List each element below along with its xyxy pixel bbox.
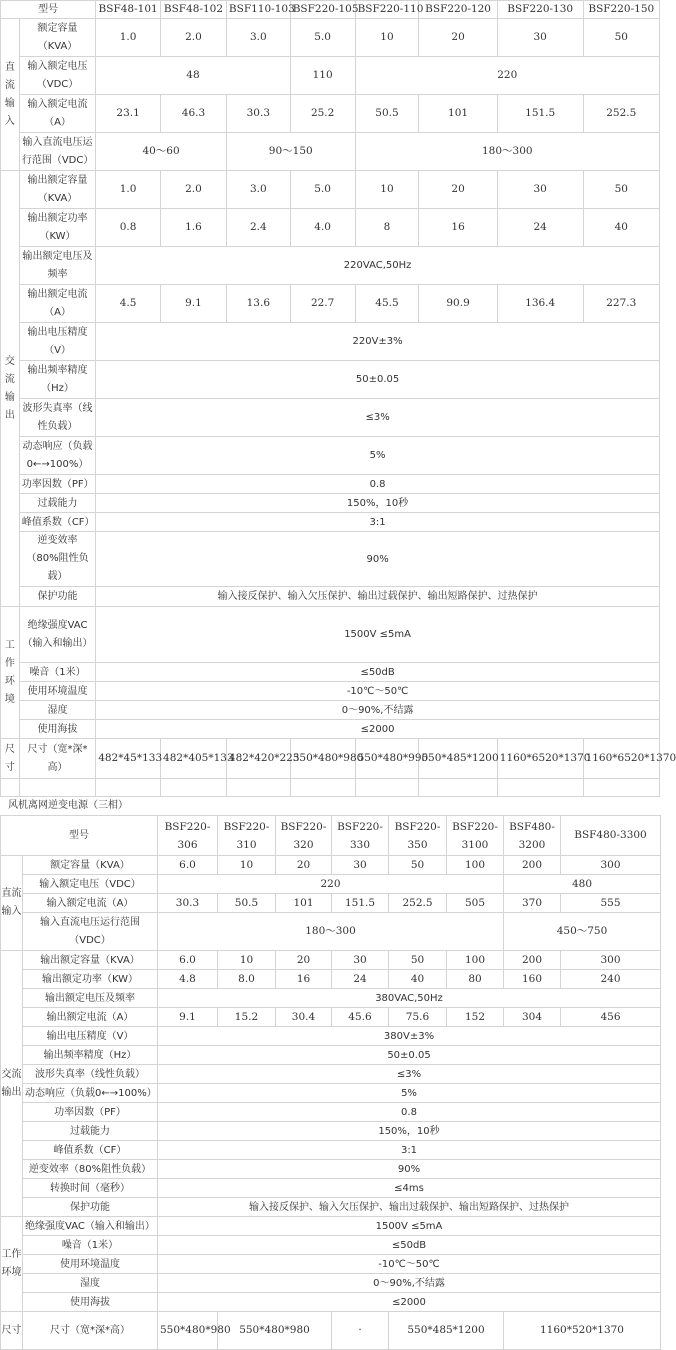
cell: 2.0	[161, 19, 227, 57]
cell: 1500V ≤5mA	[158, 1217, 661, 1236]
cell: 5.0	[290, 171, 355, 209]
cell: 50	[389, 951, 447, 970]
cell: 0.8	[96, 209, 161, 247]
row-rated-input-voltage	[1, 875, 661, 894]
row-cf	[1, 513, 660, 532]
label-input-dc-range: 输入直流电压运行范围（VDC）	[23, 913, 158, 951]
model-5: BSF220-110	[355, 1, 419, 19]
spacer-cell	[226, 779, 290, 797]
cell: 3.0	[226, 171, 290, 209]
row-pf	[1, 1103, 661, 1122]
cell: 152	[447, 1008, 504, 1027]
cell: 2.4	[226, 209, 290, 247]
model-1: BSF220-306	[158, 816, 218, 856]
model-7: BSF480-3200	[504, 816, 561, 856]
model-6: BSF220-3100	[447, 816, 504, 856]
cell: 100	[447, 951, 504, 970]
label-rated-capacity: 额定容量（KVA）	[19, 19, 95, 57]
spec-table-three-phase	[0, 815, 661, 1350]
model-4: BSF220-105	[290, 1, 355, 19]
cell: 输入接反保护、输入欠压保护、输出过载保护、输出短路保护、过热保护	[96, 587, 660, 607]
cell: 50	[583, 19, 659, 57]
group-environment: 工作环境	[1, 1217, 23, 1312]
row-cf	[1, 1141, 661, 1160]
cell: 30	[332, 951, 389, 970]
cell: 180～300	[355, 133, 659, 171]
cell: 505	[447, 894, 504, 913]
spacer-cell	[1, 779, 20, 797]
cell: 9.1	[161, 285, 227, 323]
spacer-cell	[161, 779, 227, 797]
row-output-capacity	[1, 951, 661, 970]
group-size: 尺寸	[1, 739, 20, 779]
model-8: BSF220-150	[583, 1, 659, 19]
cell: 50±0.05	[158, 1046, 661, 1065]
row-size	[1, 1312, 661, 1350]
cell: 75.6	[389, 1008, 447, 1027]
row-noise	[1, 1236, 661, 1255]
cell: 8.0	[218, 970, 276, 989]
spacer-cell	[497, 779, 583, 797]
cell: 40	[389, 970, 447, 989]
cell: 40～60	[96, 133, 227, 171]
group-dc-input: 直流输入	[1, 856, 23, 951]
row-overload	[1, 494, 660, 513]
label-protection: 保护功能	[19, 587, 95, 607]
cell: 25.2	[290, 95, 355, 133]
row-rated-capacity	[1, 19, 660, 57]
group-ac-output: 交流输出	[1, 171, 20, 607]
cell: ≤50dB	[96, 663, 660, 682]
cell: 5%	[158, 1084, 661, 1103]
section-caption: 风机离网逆变电源（三相）	[8, 800, 128, 811]
cell: 3:1	[158, 1141, 661, 1160]
cell: 300	[561, 951, 661, 970]
label-rated-input-voltage: 输入额定电压（VDC）	[19, 57, 95, 95]
cell: 1500V ≤5mA	[96, 607, 660, 663]
label-insulation: 绝缘强度VAC（输入和输出）	[19, 607, 95, 663]
row-output-capacity	[1, 171, 660, 209]
header-row	[1, 816, 661, 856]
cell: 40	[583, 209, 659, 247]
model-8: BSF480-3300	[561, 816, 661, 856]
cell: 1.6	[161, 209, 227, 247]
cell: 50.5	[355, 95, 419, 133]
cell: 5.0	[290, 19, 355, 57]
cell: 0.8	[96, 475, 660, 494]
cell: ≤4ms	[158, 1179, 661, 1198]
label-noise: 噪音（1米）	[19, 663, 95, 682]
label-voltage-accuracy: 输出电压精度（V）	[19, 323, 95, 361]
label-voltage-accuracy: 输出电压精度（V）	[23, 1027, 158, 1046]
row-thd	[1, 1065, 661, 1084]
cell: 151.5	[332, 894, 389, 913]
cell: 370	[504, 894, 561, 913]
row-rated-input-current	[1, 95, 660, 133]
cell: 150%，10秒	[158, 1122, 661, 1141]
cell: 550*480*990	[355, 739, 419, 779]
model-6: BSF220-120	[419, 1, 497, 19]
cell: 50	[583, 171, 659, 209]
row-output-current	[1, 1008, 661, 1027]
row-input-dc-range	[1, 913, 661, 951]
model-2: BSF220-310	[218, 816, 276, 856]
cell: 200	[504, 856, 561, 875]
cell: 555	[561, 894, 661, 913]
cell: ≤2000	[96, 720, 660, 739]
label-overload: 过载能力	[19, 494, 95, 513]
spacer-cell	[583, 779, 659, 797]
cell: -10℃～50℃	[96, 682, 660, 701]
cell: 1.0	[96, 171, 161, 209]
cell: 30.3	[226, 95, 290, 133]
label-output-voltage-freq: 输出额定电压及频率	[23, 989, 158, 1008]
cell: 4.0	[290, 209, 355, 247]
cell: ≤50dB	[158, 1236, 661, 1255]
model-5: BSF220-350	[389, 816, 447, 856]
cell: 550*485*1200	[419, 739, 497, 779]
label-size: 尺寸（宽*深*高）	[23, 1312, 158, 1350]
row-rated-input-voltage	[1, 57, 660, 95]
row-noise	[1, 663, 660, 682]
spacer-cell	[290, 779, 355, 797]
cell: 550*480*980	[290, 739, 355, 779]
group-size: 尺寸	[1, 1312, 23, 1350]
cell: 50	[389, 856, 447, 875]
cell: 20	[419, 171, 497, 209]
row-insulation	[1, 1217, 661, 1236]
cell: 220	[355, 57, 659, 95]
label-output-current: 输出额定电流（A）	[19, 285, 95, 323]
row-humidity	[1, 1274, 661, 1293]
cell: 220	[158, 875, 504, 894]
label-cf: 峰值系数（CF）	[23, 1141, 158, 1160]
cell: 46.3	[161, 95, 227, 133]
cell: 20	[276, 856, 332, 875]
cell: ≤3%	[96, 399, 660, 437]
label-switch-time: 转换时间（毫秒）	[23, 1179, 158, 1198]
cell: 30.3	[158, 894, 218, 913]
row-pf	[1, 475, 660, 494]
cell: 30	[497, 19, 583, 57]
cell: 90～150	[226, 133, 355, 171]
model-3: BSF220-320	[276, 816, 332, 856]
cell: 30	[332, 856, 389, 875]
cell: 0～90%,不结露	[96, 701, 660, 720]
cell: 482*45*133	[96, 739, 161, 779]
cell: 8	[355, 209, 419, 247]
label-output-power: 输出额定功率（KW）	[19, 209, 95, 247]
label-cf: 峰值系数（CF）	[19, 513, 95, 532]
model-header: 型号	[1, 816, 158, 856]
cell: 6.0	[158, 951, 218, 970]
label-freq-accuracy: 输出频率精度（Hz）	[23, 1046, 158, 1065]
cell: 200	[504, 951, 561, 970]
row-protection	[1, 1198, 661, 1217]
cell: 0～90%,不结露	[158, 1274, 661, 1293]
cell: 550*480*980	[158, 1312, 218, 1350]
cell: 456	[561, 1008, 661, 1027]
cell: 100	[447, 856, 504, 875]
label-efficiency: 逆变效率（80%阻性负载）	[23, 1160, 158, 1179]
cell: 16	[419, 209, 497, 247]
label-noise: 噪音（1米）	[23, 1236, 158, 1255]
row-freq-accuracy	[1, 1046, 661, 1065]
spacer-row	[1, 779, 660, 797]
cell: 380VAC,50Hz	[158, 989, 661, 1008]
label-output-power: 输出额定功率（KW）	[23, 970, 158, 989]
cell: 80	[447, 970, 504, 989]
cell: ≤2000	[158, 1293, 661, 1312]
label-protection: 保护功能	[23, 1198, 158, 1217]
cell: 1160*6520*1370	[497, 739, 583, 779]
label-humidity: 湿度	[23, 1274, 158, 1293]
row-output-voltage-freq	[1, 247, 660, 285]
cell: 252.5	[583, 95, 659, 133]
row-voltage-accuracy	[1, 1027, 661, 1046]
label-dynamic: 动态响应（负载0←→100%）	[23, 1084, 158, 1103]
model-1: BSF48-101	[96, 1, 161, 19]
cell: 6.0	[158, 856, 218, 875]
cell: 101	[276, 894, 332, 913]
row-dynamic	[1, 1084, 661, 1103]
row-output-voltage-freq	[1, 989, 661, 1008]
model-header: 型号	[1, 1, 96, 19]
label-insulation: 绝缘强度VAC（输入和输出）	[23, 1217, 158, 1236]
label-altitude: 使用海拔	[19, 720, 95, 739]
cell: 160	[504, 970, 561, 989]
cell: 300	[561, 856, 661, 875]
spacer-cell	[355, 779, 419, 797]
cell: 2.0	[161, 171, 227, 209]
cell: 16	[276, 970, 332, 989]
row-size	[1, 739, 660, 779]
cell: 151.5	[497, 95, 583, 133]
model-2: BSF48-102	[161, 1, 227, 19]
label-altitude: 使用海拔	[23, 1293, 158, 1312]
cell: 24	[332, 970, 389, 989]
cell: 101	[419, 95, 497, 133]
model-4: BSF220-330	[332, 816, 389, 856]
row-thd	[1, 399, 660, 437]
label-thd: 波形失真率（线性负载）	[23, 1065, 158, 1084]
cell: 482*420*223	[226, 739, 290, 779]
cell: 450～750	[504, 913, 661, 951]
cell: -10℃～50℃	[158, 1255, 661, 1274]
cell: 23.1	[96, 95, 161, 133]
label-pf: 功率因数（PF）	[19, 475, 95, 494]
label-output-capacity: 输出额定容量（KVA）	[23, 951, 158, 970]
group-environment: 工作环境	[1, 607, 20, 739]
cell: 4.5	[96, 285, 161, 323]
group-dc-input: 直流输入	[1, 19, 20, 171]
row-temp	[1, 682, 660, 701]
cell: 4.8	[158, 970, 218, 989]
cell: 22.7	[290, 285, 355, 323]
row-switch-time	[1, 1179, 661, 1198]
cell: 10	[218, 856, 276, 875]
cell: 480	[504, 875, 661, 894]
spacer-cell	[19, 779, 95, 797]
label-temp: 使用环境温度	[23, 1255, 158, 1274]
cell: 30	[497, 171, 583, 209]
row-overload	[1, 1122, 661, 1141]
row-temp	[1, 1255, 661, 1274]
cell: 15.2	[218, 1008, 276, 1027]
cell: 13.6	[226, 285, 290, 323]
cell: 48	[96, 57, 291, 95]
cell: 30.4	[276, 1008, 332, 1027]
cell: 5%	[96, 437, 660, 475]
cell: 227.3	[583, 285, 659, 323]
row-voltage-accuracy	[1, 323, 660, 361]
cell: 45.5	[355, 285, 419, 323]
cell: 10	[355, 19, 419, 57]
row-insulation	[1, 607, 660, 663]
cell: 9.1	[158, 1008, 218, 1027]
spacer-cell	[96, 779, 161, 797]
cell: 3:1	[96, 513, 660, 532]
row-dynamic	[1, 437, 660, 475]
cell: 240	[561, 970, 661, 989]
cell: 136.4	[497, 285, 583, 323]
cell: 220V±3%	[96, 323, 660, 361]
cell: 90.9	[419, 285, 497, 323]
cell: 180～300	[158, 913, 504, 951]
row-altitude	[1, 720, 660, 739]
cell: 1160*6520*1370	[583, 739, 659, 779]
cell: 150%，10秒	[96, 494, 660, 513]
model-7: BSF220-130	[497, 1, 583, 19]
cell: 482*405*133	[161, 739, 227, 779]
cell: 24	[497, 209, 583, 247]
model-3: BSF110-103	[226, 1, 290, 19]
label-thd: 波形失真率（线性负载）	[19, 399, 95, 437]
cell: 90%	[96, 532, 660, 587]
label-rated-capacity: 额定容量（KVA）	[23, 856, 158, 875]
label-temp: 使用环境温度	[19, 682, 95, 701]
cell: 50±0.05	[96, 361, 660, 399]
row-efficiency	[1, 1160, 661, 1179]
cell: ≤3%	[158, 1065, 661, 1084]
label-humidity: 湿度	[19, 701, 95, 720]
group-ac-output: 交流输出	[1, 951, 23, 1217]
cell: 550*480*980	[218, 1312, 332, 1350]
cell: 1160*520*1370	[504, 1312, 661, 1350]
header-row	[1, 1, 660, 19]
label-output-current: 输出额定电流（A）	[23, 1008, 158, 1027]
row-output-power	[1, 970, 661, 989]
label-efficiency: 逆变效率（80%阻性负载）	[19, 532, 95, 587]
row-rated-input-current	[1, 894, 661, 913]
label-dynamic: 动态响应（负载0←→100%）	[19, 437, 95, 475]
spacer-cell	[419, 779, 497, 797]
row-output-current	[1, 285, 660, 323]
cell: 304	[504, 1008, 561, 1027]
row-freq-accuracy	[1, 361, 660, 399]
cell: 10	[355, 171, 419, 209]
label-rated-input-current: 输入额定电流（A）	[19, 95, 95, 133]
cell: 220VAC,50Hz	[96, 247, 660, 285]
cell: 20	[419, 19, 497, 57]
cell: 90%	[158, 1160, 661, 1179]
cell: 0.8	[158, 1103, 661, 1122]
cell: 10	[218, 951, 276, 970]
cell: 1.0	[96, 19, 161, 57]
cell: 3.0	[226, 19, 290, 57]
cell: 380V±3%	[158, 1027, 661, 1046]
cell: 550*485*1200	[389, 1312, 504, 1350]
label-size: 尺寸（宽*深*高）	[19, 739, 95, 779]
cell: ·	[332, 1312, 389, 1350]
cell: 252.5	[389, 894, 447, 913]
label-output-capacity: 输出额定容量（KVA）	[19, 171, 95, 209]
cell: 输入接反保护、输入欠压保护、输出过载保护、输出短路保护、过热保护	[158, 1198, 661, 1217]
row-output-power	[1, 209, 660, 247]
label-overload: 过载能力	[23, 1122, 158, 1141]
cell: 50.5	[218, 894, 276, 913]
row-humidity	[1, 701, 660, 720]
cell: 45.6	[332, 1008, 389, 1027]
row-altitude	[1, 1293, 661, 1312]
row-protection	[1, 587, 660, 607]
cell: 20	[276, 951, 332, 970]
label-rated-input-current: 输入额定电流（A）	[23, 894, 158, 913]
label-rated-input-voltage: 输入额定电压（VDC）	[23, 875, 158, 894]
label-pf: 功率因数（PF）	[23, 1103, 158, 1122]
cell: 110	[290, 57, 355, 95]
row-rated-capacity	[1, 856, 661, 875]
row-input-dc-range	[1, 133, 660, 171]
label-freq-accuracy: 输出频率精度（Hz）	[19, 361, 95, 399]
label-output-voltage-freq: 输出额定电压及频率	[19, 247, 95, 285]
label-input-dc-range: 输入直流电压运行范围（VDC）	[19, 133, 95, 171]
row-efficiency	[1, 532, 660, 587]
